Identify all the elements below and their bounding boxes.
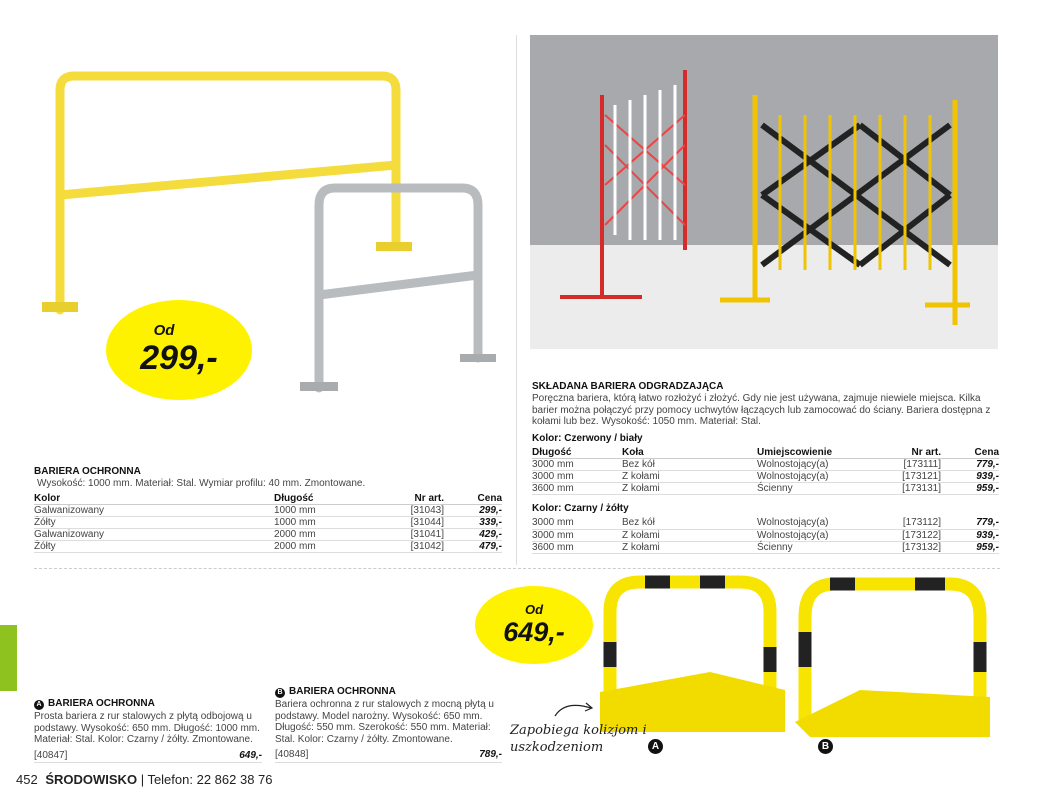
price-cell: 779,- <box>941 517 999 529</box>
product-description: Wysokość: 1000 mm. Materiał: Stal. Wymiar profilu: 40 mm. Zmontowane. <box>37 478 366 489</box>
price: 649,- <box>239 749 262 761</box>
product-title: BARIERA OCHRONNA <box>289 686 396 697</box>
table-cell: [31041] <box>384 529 444 541</box>
col-header: Długość <box>274 493 384 505</box>
table-cell: [173111] <box>887 459 941 471</box>
table-cell: [31042] <box>384 541 444 553</box>
price-cell: 779,- <box>941 459 999 471</box>
price-cell: 479,- <box>444 541 502 553</box>
price-cell: 429,- <box>444 529 502 541</box>
table-cell: 2000 mm <box>274 541 384 553</box>
product-description: Bariera ochronna z rur stalowych z mocną płytą u podstawy. Model narożny. Wysokość: 650 mm. Długość: 550 mm. Szerokość: 550 mm. Materiał: Stal. Kolor: Czarny / żółty. Zmontowane. <box>275 699 494 745</box>
table-row <box>532 529 999 541</box>
col-header: Nr art. <box>887 447 941 459</box>
page-number: 452 <box>16 772 38 787</box>
table-row <box>34 505 502 517</box>
price-table-red-white <box>532 447 999 496</box>
price-cell: 299,- <box>444 505 502 517</box>
table-cell: [173112] <box>887 517 941 529</box>
table-row <box>34 529 502 541</box>
note-line: Zapobiega kolizjom i <box>510 723 647 738</box>
product-title: BARIERA OCHRONNA <box>48 698 155 709</box>
product-description: Poręczna bariera, którą łatwo rozłożyć i złożyć. Gdy nie jest używana, zajmuje niewiele miejsca. Kilka barier można połączyć przy pomocy uchwytów łączących lub zamocować do ściany. Bariera dostępna z kołami lub bez. Wysokość: 1050 mm. Materiał: Stal. <box>532 393 991 427</box>
col-header: Cena <box>941 447 999 459</box>
table-row <box>532 541 999 553</box>
table-cell: Z kołami <box>622 529 757 541</box>
product-b <box>275 686 502 763</box>
table-row <box>532 483 999 495</box>
section-divider <box>34 568 1000 569</box>
table-cell: Wolnostojący(a) <box>757 471 887 483</box>
page-footer <box>16 772 273 787</box>
table-cell: 2000 mm <box>274 529 384 541</box>
color-group-label: Kolor: Czarny / żółty <box>532 503 629 514</box>
from-label: Od <box>524 602 544 617</box>
table-cell: Galwanizowany <box>34 505 274 517</box>
section-tab <box>0 625 17 691</box>
handwritten-note <box>510 722 647 756</box>
note-line: uszkodzeniom <box>510 740 604 755</box>
col-header: Umiejscowienie <box>757 447 887 459</box>
section-name: ŚRODOWISKO <box>45 772 138 787</box>
table-cell: Z kołami <box>622 541 757 553</box>
article-number: [40848] <box>275 749 309 760</box>
arrow-icon <box>553 698 598 720</box>
table-cell: [31043] <box>384 505 444 517</box>
price-cell: 959,- <box>941 483 999 495</box>
table-cell: Wolnostojący(a) <box>757 529 887 541</box>
table-cell: Żółty <box>34 517 274 529</box>
price-cell: 939,- <box>941 529 999 541</box>
table-cell: Wolnostojący(a) <box>757 517 887 529</box>
price-bubble-from <box>475 586 593 664</box>
table-cell: Ścienny <box>757 483 887 495</box>
protective-barriers-image <box>30 60 510 400</box>
price-table-black-yellow <box>532 517 999 554</box>
table-row <box>532 459 999 471</box>
table-cell: [173131] <box>887 483 941 495</box>
color-group-label: Kolor: Czerwony / biały <box>532 432 643 444</box>
price-cell: 339,- <box>444 517 502 529</box>
col-header: Długość <box>532 447 622 459</box>
product-bariera-ochronna <box>34 466 502 553</box>
table-cell: 3000 mm <box>532 517 622 529</box>
from-label: Od <box>153 322 175 339</box>
col-header: Kolor <box>34 493 274 505</box>
table-cell: [173121] <box>887 471 941 483</box>
table-cell: Bez kół <box>622 517 757 529</box>
table-cell: Żółty <box>34 541 274 553</box>
table-row <box>34 517 502 529</box>
table-cell: Ścienny <box>757 541 887 553</box>
product-title: SKŁADANA BARIERA ODGRADZAJĄCA <box>532 381 724 392</box>
col-header: Koła <box>622 447 757 459</box>
col-header: Nr art. <box>384 493 444 505</box>
table-cell: 1000 mm <box>274 517 384 529</box>
table-cell: [173132] <box>887 541 941 553</box>
table-cell: 1000 mm <box>274 505 384 517</box>
table-cell: Galwanizowany <box>34 529 274 541</box>
table-cell: 3000 mm <box>532 529 622 541</box>
table-row <box>532 517 999 529</box>
from-price: 299,- <box>140 339 218 377</box>
column-divider <box>516 35 517 565</box>
table-cell: 3600 mm <box>532 541 622 553</box>
price: 789,- <box>479 749 502 760</box>
badge-b-icon: B <box>275 688 285 698</box>
table-cell: [173122] <box>887 529 941 541</box>
table-cell: [31044] <box>384 517 444 529</box>
table-row <box>34 541 502 553</box>
product-title: BARIERA OCHRONNA <box>34 466 141 477</box>
product-description: Prosta bariera z rur stalowych z płytą odbojową u podstawy. Wysokość: 650 mm. Długość: 1000 mm. Materiał: Stal. Kolor: Czarny / żółty. Zmontowane. <box>34 711 260 745</box>
table-cell: 3000 mm <box>532 459 622 471</box>
table-cell: Z kołami <box>622 483 757 495</box>
table-cell: Z kołami <box>622 471 757 483</box>
table-cell: Wolnostojący(a) <box>757 459 887 471</box>
label-a-badge: A <box>648 739 663 754</box>
price-bubble-from <box>106 300 252 400</box>
price-table <box>34 493 502 554</box>
product-a <box>34 698 262 763</box>
from-price: 649,- <box>503 617 565 647</box>
price-cell: 939,- <box>941 471 999 483</box>
table-cell: Bez kół <box>622 459 757 471</box>
folding-barriers-photo <box>530 35 998 349</box>
table-cell: 3000 mm <box>532 471 622 483</box>
article-number: [40847] <box>34 749 68 761</box>
product-skladana-bariera <box>532 381 999 554</box>
price-cell: 959,- <box>941 541 999 553</box>
badge-a-icon: A <box>34 700 44 710</box>
col-header: Cena <box>444 493 502 505</box>
table-cell: 3600 mm <box>532 483 622 495</box>
table-row <box>532 471 999 483</box>
phone: | Telefon: 22 862 38 76 <box>140 772 273 787</box>
label-b-badge: B <box>818 739 833 754</box>
yellow-black-barriers-image <box>590 572 1010 747</box>
